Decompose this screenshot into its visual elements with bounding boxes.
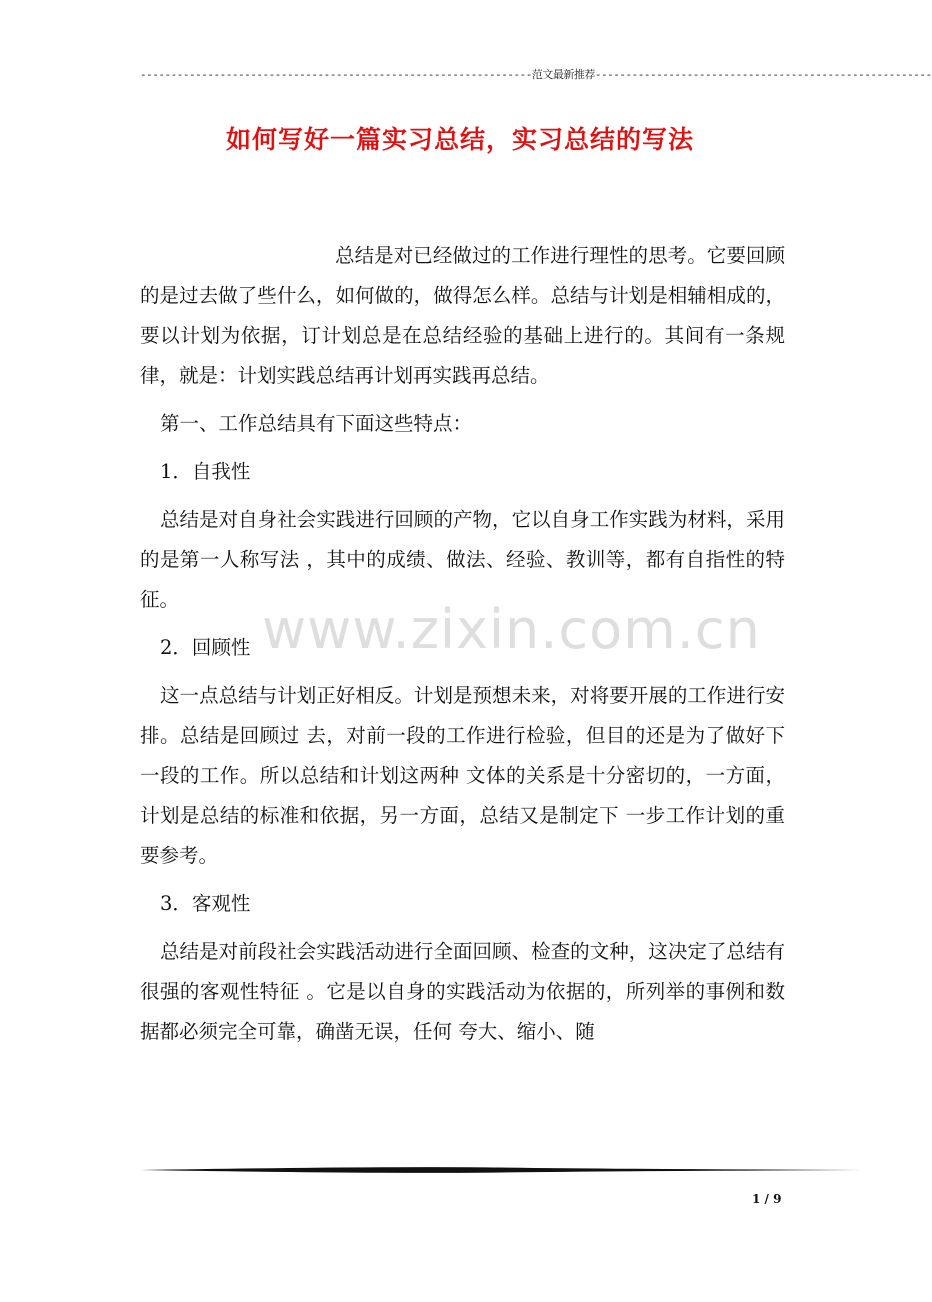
paragraph-intro: 总结是对已经做过的工作进行理性的思考。它要回顾的是过去做了些什么，如何做的，做得怎么样。总结与计划是相辅相成的，要以计划为依据，订计划总是在总结经验的基础上进行的。其间有一条规律，就是：计划实践总结再计划再实践再总结。 [140,244,785,387]
paragraph-2: 这一点总结与计划正好相反。计划是预想未来，对将要开展的工作进行安排。总结是回顾过 去，对前一段的工作进行检验，但目的还是为了做好下一段的工作。所以总结和计划这两种 文体的关系是十分密切的，一方面，计划是总结的标准和依据，另一方面，总结又是制定下 一步工作计划的重要参考。 [140,684,785,867]
paragraph-1: 总结是对自身社会实践进行回顾的产物，它以自身工作实践为材料，采用的是第一人称写法 ，其中的成绩、做法、经验、教训等，都有自指性的特征。 [140,508,785,611]
paragraph-3: 总结是对前段社会实践活动进行全面回顾、检查的文种，这决定了总结有很强的客观性特征 。它是以自身的实践活动为依据的，所列举的事例和数据都必须完全可靠，确凿无误，任何 夸大、缩小、随 [140,940,785,1043]
subheading-2: 2．回顾性 [160,636,251,659]
document-title: 如何写好一篇实习总结，实习总结的写法 [225,125,694,154]
header-banner: ----------------------------------------------------------------范文最新推荐------------------------------------------------------- [140,68,932,81]
page-number: 1 / 9 [752,1192,782,1206]
subheading-1: 1．自我性 [160,460,251,483]
subheading-3: 3．客观性 [160,892,251,915]
watermark: www.zixin.com.cn [262,598,761,661]
footer-rule [140,1164,862,1176]
document-body [140,236,785,1060]
section-heading: 第一、工作总结具有下面这些特点： [160,412,473,435]
